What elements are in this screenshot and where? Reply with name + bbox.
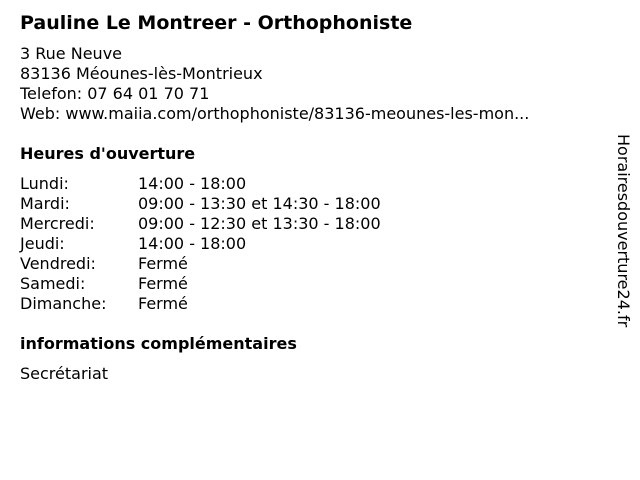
address-line-2: 83136 Méounes-lès-Montrieux <box>20 64 263 83</box>
opening-hours-title: Heures d'ouverture <box>20 144 196 163</box>
additional-info-title: informations complémentaires <box>20 334 297 353</box>
hours-row-wednesday <box>20 214 600 234</box>
opening-hours-section <box>20 144 600 314</box>
time-value: Fermé <box>138 294 188 313</box>
additional-info-text: Secrétariat <box>20 364 109 383</box>
day-label: Vendredi: <box>20 254 96 273</box>
hours-row-sunday <box>20 294 600 314</box>
additional-info-section <box>20 334 600 384</box>
day-label: Jeudi: <box>20 234 65 253</box>
time-value: 14:00 - 18:00 <box>138 174 247 193</box>
day-label: Mercredi: <box>20 214 95 233</box>
day-label: Lundi: <box>20 174 69 193</box>
time-value: 09:00 - 12:30 et 13:30 - 18:00 <box>138 214 381 233</box>
business-card <box>20 10 600 384</box>
time-value: 14:00 - 18:00 <box>138 234 247 253</box>
hours-row-tuesday <box>20 194 600 214</box>
time-value: Fermé <box>138 274 188 293</box>
hours-row-thursday <box>20 234 600 254</box>
hours-row-saturday <box>20 274 600 294</box>
business-title: Pauline Le Montreer - Orthophoniste <box>20 12 413 34</box>
time-value: 09:00 - 13:30 et 14:30 - 18:00 <box>138 194 381 213</box>
day-label: Mardi: <box>20 194 70 213</box>
phone-line[interactable]: Telefon: 07 64 01 70 71 <box>20 84 210 103</box>
hours-row-monday <box>20 174 600 194</box>
source-watermark: Horairesdouverture24.fr <box>614 134 633 328</box>
website-line[interactable]: Web: www.maiia.com/orthophoniste/83136-meounes-les-mon... <box>20 104 530 123</box>
day-label: Dimanche: <box>20 294 107 313</box>
time-value: Fermé <box>138 254 188 273</box>
address-line-1: 3 Rue Neuve <box>20 44 122 63</box>
hours-row-friday <box>20 254 600 274</box>
day-label: Samedi: <box>20 274 86 293</box>
